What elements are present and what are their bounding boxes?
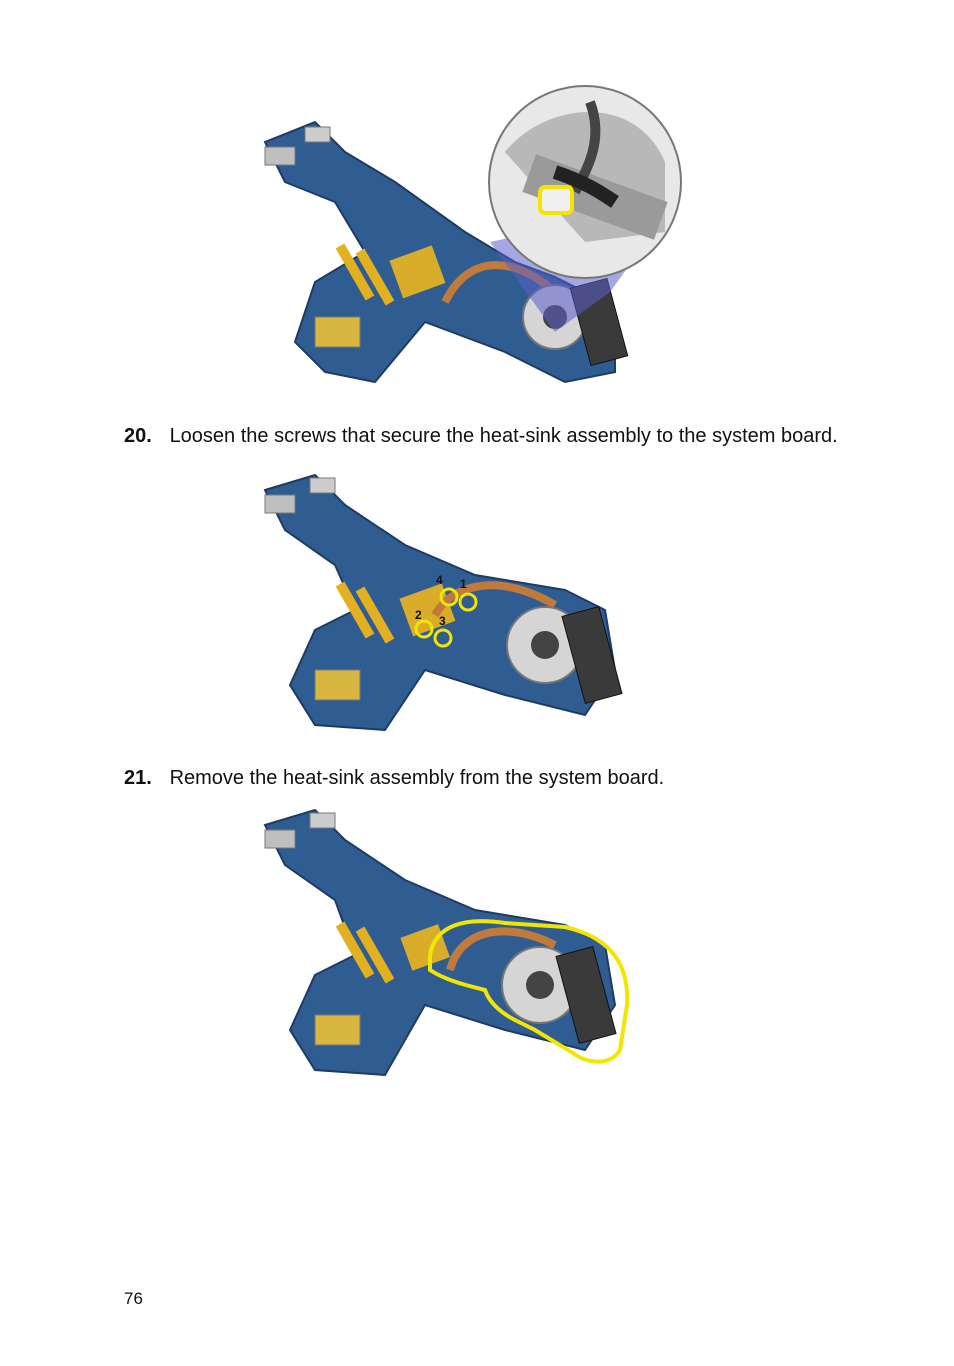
callout-label-4: 4 [436, 573, 443, 587]
figure-heat-sink-removal [255, 805, 645, 1085]
step-21 [124, 766, 664, 790]
port [265, 495, 295, 513]
callout-label-3: 3 [439, 614, 446, 628]
port [305, 127, 330, 142]
step-text: Remove the heat-sink assembly from the system board. [169, 767, 665, 789]
port [310, 478, 335, 493]
step-text: Loosen the screws that secure the heat-sink assembly to the system board. [169, 425, 838, 447]
step-20 [124, 424, 838, 448]
card-reader [315, 317, 360, 347]
figure-heat-sink-screws [255, 470, 635, 740]
callout-label-1: 1 [460, 577, 467, 591]
card-reader [315, 670, 360, 700]
step-number: 20. [124, 425, 152, 447]
figure-fan-cable-callout [255, 82, 685, 402]
page-number: 76 [124, 1289, 143, 1308]
card-reader [315, 1015, 360, 1045]
port [310, 813, 335, 828]
cable-connector [540, 187, 572, 213]
callout-label-2: 2 [415, 608, 422, 622]
port [265, 147, 295, 165]
port [265, 830, 295, 848]
step-number: 21. [124, 767, 152, 789]
